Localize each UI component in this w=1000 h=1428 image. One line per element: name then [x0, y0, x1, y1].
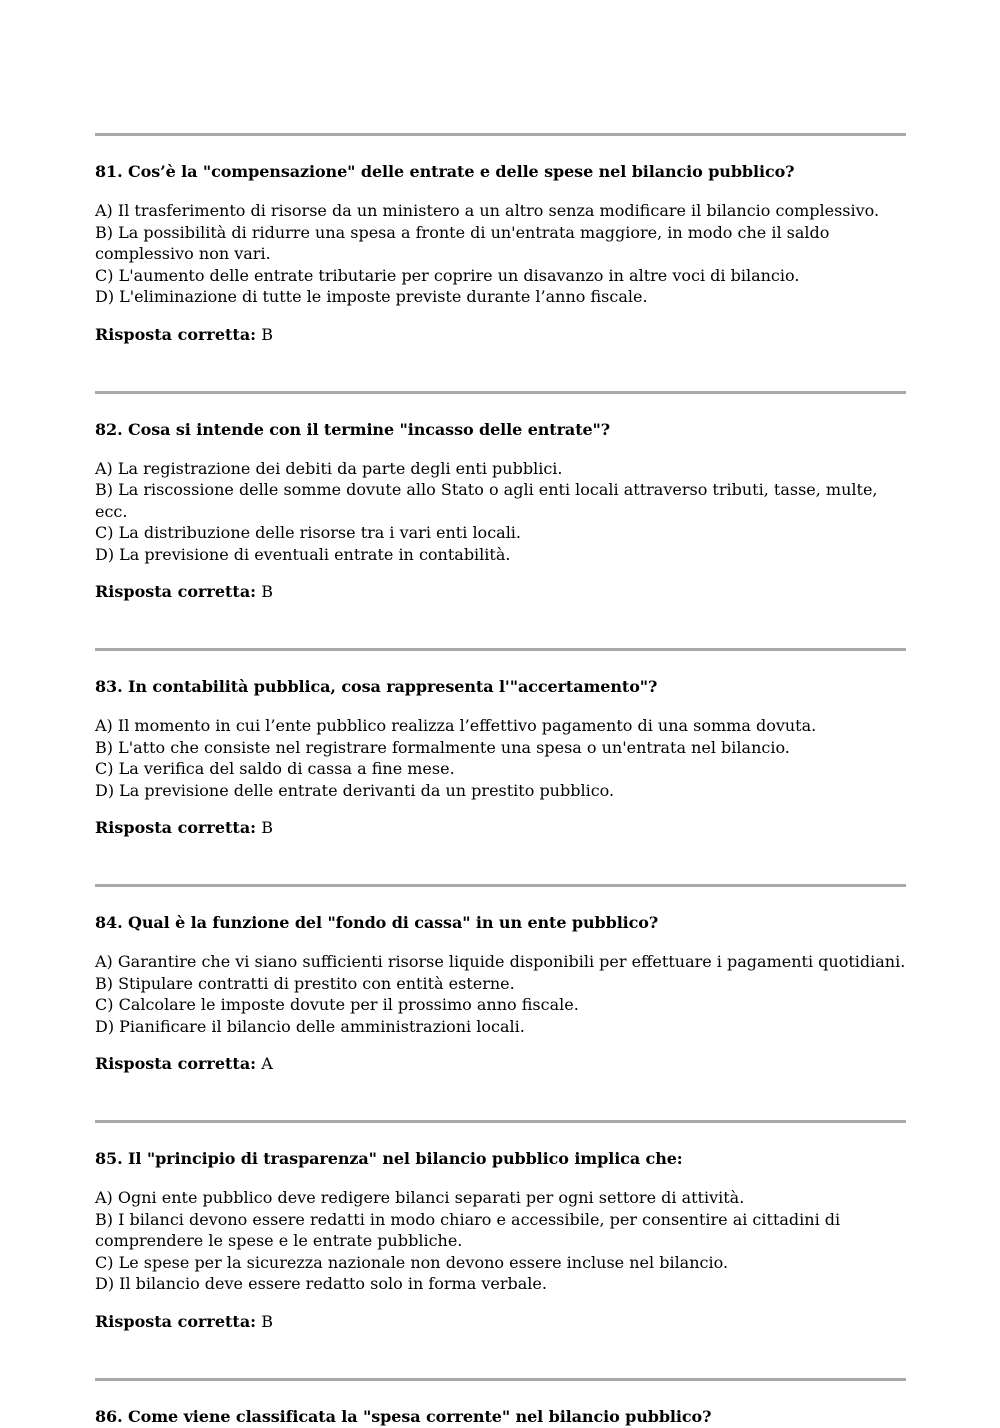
divider: [95, 133, 906, 136]
question-block: [95, 884, 906, 1120]
answer-option: C) Calcolare le imposte dovute per il prossimo anno fiscale.: [95, 995, 579, 1014]
correct-answer-label: Risposta corretta:: [95, 582, 257, 601]
divider: [95, 648, 906, 651]
document-page: [95, 133, 906, 1428]
correct-answer-label: Risposta corretta:: [95, 324, 257, 344]
answer-option: A) Il momento in cui l’ente pubblico realizza l’effettivo pagamento di una somma dovuta.: [95, 716, 817, 735]
answer-option: A) La registrazione dei debiti da parte degli enti pubblici.: [95, 458, 563, 478]
answer-option: D) Pianificare il bilancio delle amministrazioni locali.: [95, 1016, 525, 1036]
answer-option: C) La verifica del saldo di cassa a fine mese.: [95, 759, 455, 778]
correct-answer-value: B: [261, 818, 273, 837]
answer-option: B) La riscossione delle somme dovute allo Stato o agli enti locali attraverso tributi, tasse, multe, ecc.: [95, 480, 878, 521]
answer-option: C) L'aumento delle entrate tributarie per coprire un disavanzo in altre voci di bilancio.: [95, 265, 800, 285]
answer-option: B) I bilanci devono essere redatti in modo chiaro e accessibile, per consentire ai cittadini di comprendere le spese e le entrate pubbliche.: [95, 1209, 841, 1250]
correct-answer: [95, 817, 906, 839]
answer-list: [95, 200, 906, 308]
answer-option: D) La previsione delle entrate derivanti da un prestito pubblico.: [95, 780, 615, 800]
answer-option: A) Il trasferimento di risorse da un ministero a un altro senza modificare il bilancio complessivo.: [95, 201, 880, 220]
answer-option: B) La possibilità di ridurre una spesa a fronte di un'entrata maggiore, in modo che il saldo complessivo non vari.: [95, 222, 830, 263]
correct-answer-label: Risposta corretta:: [95, 1054, 257, 1073]
question-title: 82. Cosa si intende con il termine "incasso delle entrate"?: [95, 419, 611, 439]
correct-answer-value: B: [261, 582, 273, 601]
correct-answer-value: B: [261, 1311, 273, 1331]
question-title: 83. In contabilità pubblica, cosa rappresenta l'"accertamento"?: [95, 677, 658, 696]
divider: [95, 391, 906, 394]
answer-option: C) Le spese per la sicurezza nazionale non devono essere incluse nel bilancio.: [95, 1252, 729, 1272]
divider: [95, 1378, 906, 1381]
correct-answer-value: A: [261, 1054, 273, 1073]
answer-list: [95, 458, 906, 566]
answer-option: B) L'atto che consiste nel registrare formalmente una spesa o un'entrata nel bilancio.: [95, 737, 790, 757]
correct-answer: [95, 1053, 906, 1075]
answer-option: B) Stipulare contratti di prestito con entità esterne.: [95, 973, 515, 993]
correct-answer: [95, 581, 906, 603]
answer-option: A) Garantire che vi siano sufficienti risorse liquide disponibili per effettuare i pagamenti quotidiani.: [95, 952, 906, 971]
answer-option: D) L'eliminazione di tutte le imposte previste durante l’anno fiscale.: [95, 287, 648, 306]
question-title: 86. Come viene classificata la "spesa corrente" nel bilancio pubblico?: [95, 1406, 712, 1426]
correct-answer: [95, 1311, 906, 1333]
question-title: 85. Il "principio di trasparenza" nel bilancio pubblico implica che:: [95, 1149, 683, 1168]
correct-answer-value: B: [261, 324, 273, 344]
answer-option: D) La previsione di eventuali entrate in contabilità.: [95, 544, 511, 564]
answer-list: [95, 1187, 906, 1295]
answer-option: D) Il bilancio deve essere redatto solo in forma verbale.: [95, 1274, 547, 1293]
question-title: 84. Qual è la funzione del "fondo di cassa" in un ente pubblico?: [95, 913, 659, 932]
question-block: [95, 391, 906, 649]
correct-answer-label: Risposta corretta:: [95, 818, 257, 837]
question-block: [95, 648, 906, 884]
answer-list: [95, 951, 906, 1037]
answer-option: A) Ogni ente pubblico deve redigere bilanci separati per ogni settore di attività.: [95, 1188, 745, 1207]
answer-list: [95, 715, 906, 801]
question-block: [95, 1120, 906, 1378]
divider: [95, 1120, 906, 1123]
divider: [95, 884, 906, 887]
correct-answer-label: Risposta corretta:: [95, 1311, 257, 1331]
answer-option: C) La distribuzione delle risorse tra i vari enti locali.: [95, 523, 522, 542]
question-block: [95, 133, 906, 391]
question-title: 81. Cos’è la "compensazione" delle entrate e delle spese nel bilancio pubblico?: [95, 162, 795, 181]
correct-answer: [95, 324, 906, 346]
question-block: [95, 1378, 906, 1428]
